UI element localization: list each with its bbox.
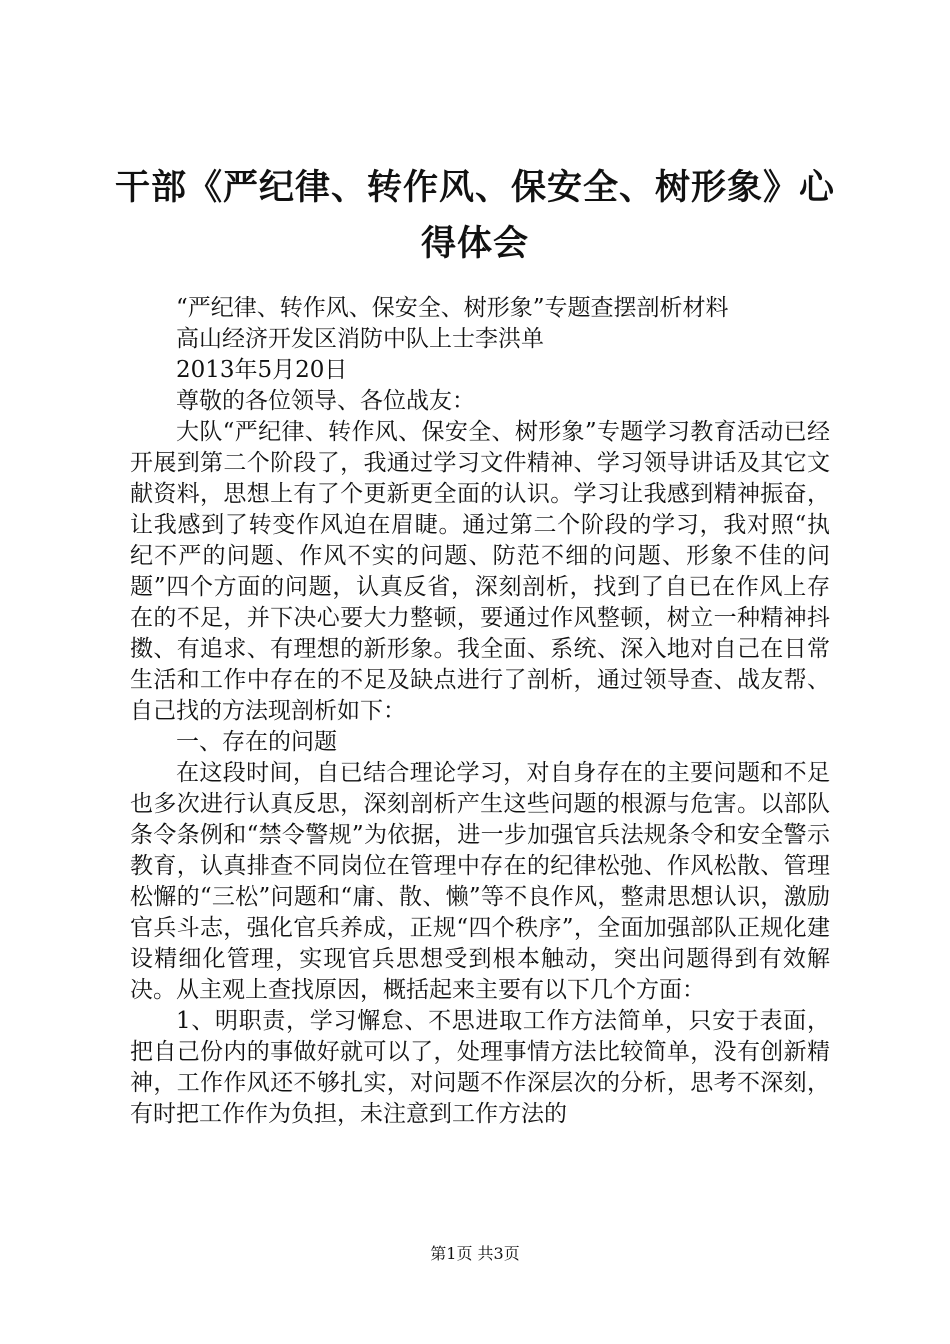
section-heading: 一、存在的问题 — [176, 729, 337, 755]
subtitle-line: “严纪律、转作风、保安全、树形象”专题查摆剖析材料 — [176, 295, 729, 321]
author-line: 高山经济开发区消防中队上士李洪单 — [176, 326, 544, 352]
body-paragraph: 大队“严纪律、转作风、保安全、树形象”专题学习教育活动已经开展到第二个阶段了，我通过学习文件精神、学习领导讲话及其它文献资料，思想上有了个更新更全面的认识。学习让我感到精神振奋，让我感到了转变作风迫在眉睫。通过第二个阶段的学习，我对照“执纪不严的问题、作风不实的问题、防范不细的问题、形象不佳的问题”四个方面的问题，认真反省，深刻剖析，找到了自已在作风上存在的不足，并下决心要大力整顿，要通过作风整顿，树立一种精神抖擞、有追求、有理想的新形象。我全面、系统、深入地对自己在日常生活和工作中存在的不足及缺点进行了剖析，通过领导查、战友帮、自己找的方法现剖析如下： — [130, 419, 830, 724]
date-line: 2013年5月20日 — [176, 357, 348, 383]
body-paragraph: 在这段时间，自已结合理论学习，对自身存在的主要问题和不足也多次进行认真反思，深刻剖析产生这些问题的根源与危害。以部队条令条例和“禁令警规”为依据，进一步加强官兵法规条令和安全警示教育，认真排查不同岗位在管理中存在的纪律松弛、作风松散、管理松懈的“三松”问题和“庸、散、懒”等不良作风，整肃思想认识，激励官兵斗志，强化官兵养成，正规“四个秩序”，全面加强部队正规化建设精细化管理，实现官兵思想受到根本触动，突出问题得到有效解决。从主观上查找原因，概括起来主要有以下几个方面： — [130, 760, 830, 1003]
page-number-footer: 第1页 共3页 — [430, 1244, 520, 1263]
document-title: 干部《严纪律、转作风、保安全、树形象》心得体会 — [114, 168, 835, 264]
document-body — [130, 293, 830, 1130]
salutation: 尊敬的各位领导、各位战友： — [176, 388, 475, 414]
body-paragraph: 1、明职责，学习懈怠、不思进取工作方法简单，只安于表面，把自己份内的事做好就可以了，处理事情方法比较简单，没有创新精神，工作作风还不够扎实，对问题不作深层次的分析，思考不深刻，有时把工作作为负担，未注意到工作方法的 — [130, 1008, 830, 1127]
